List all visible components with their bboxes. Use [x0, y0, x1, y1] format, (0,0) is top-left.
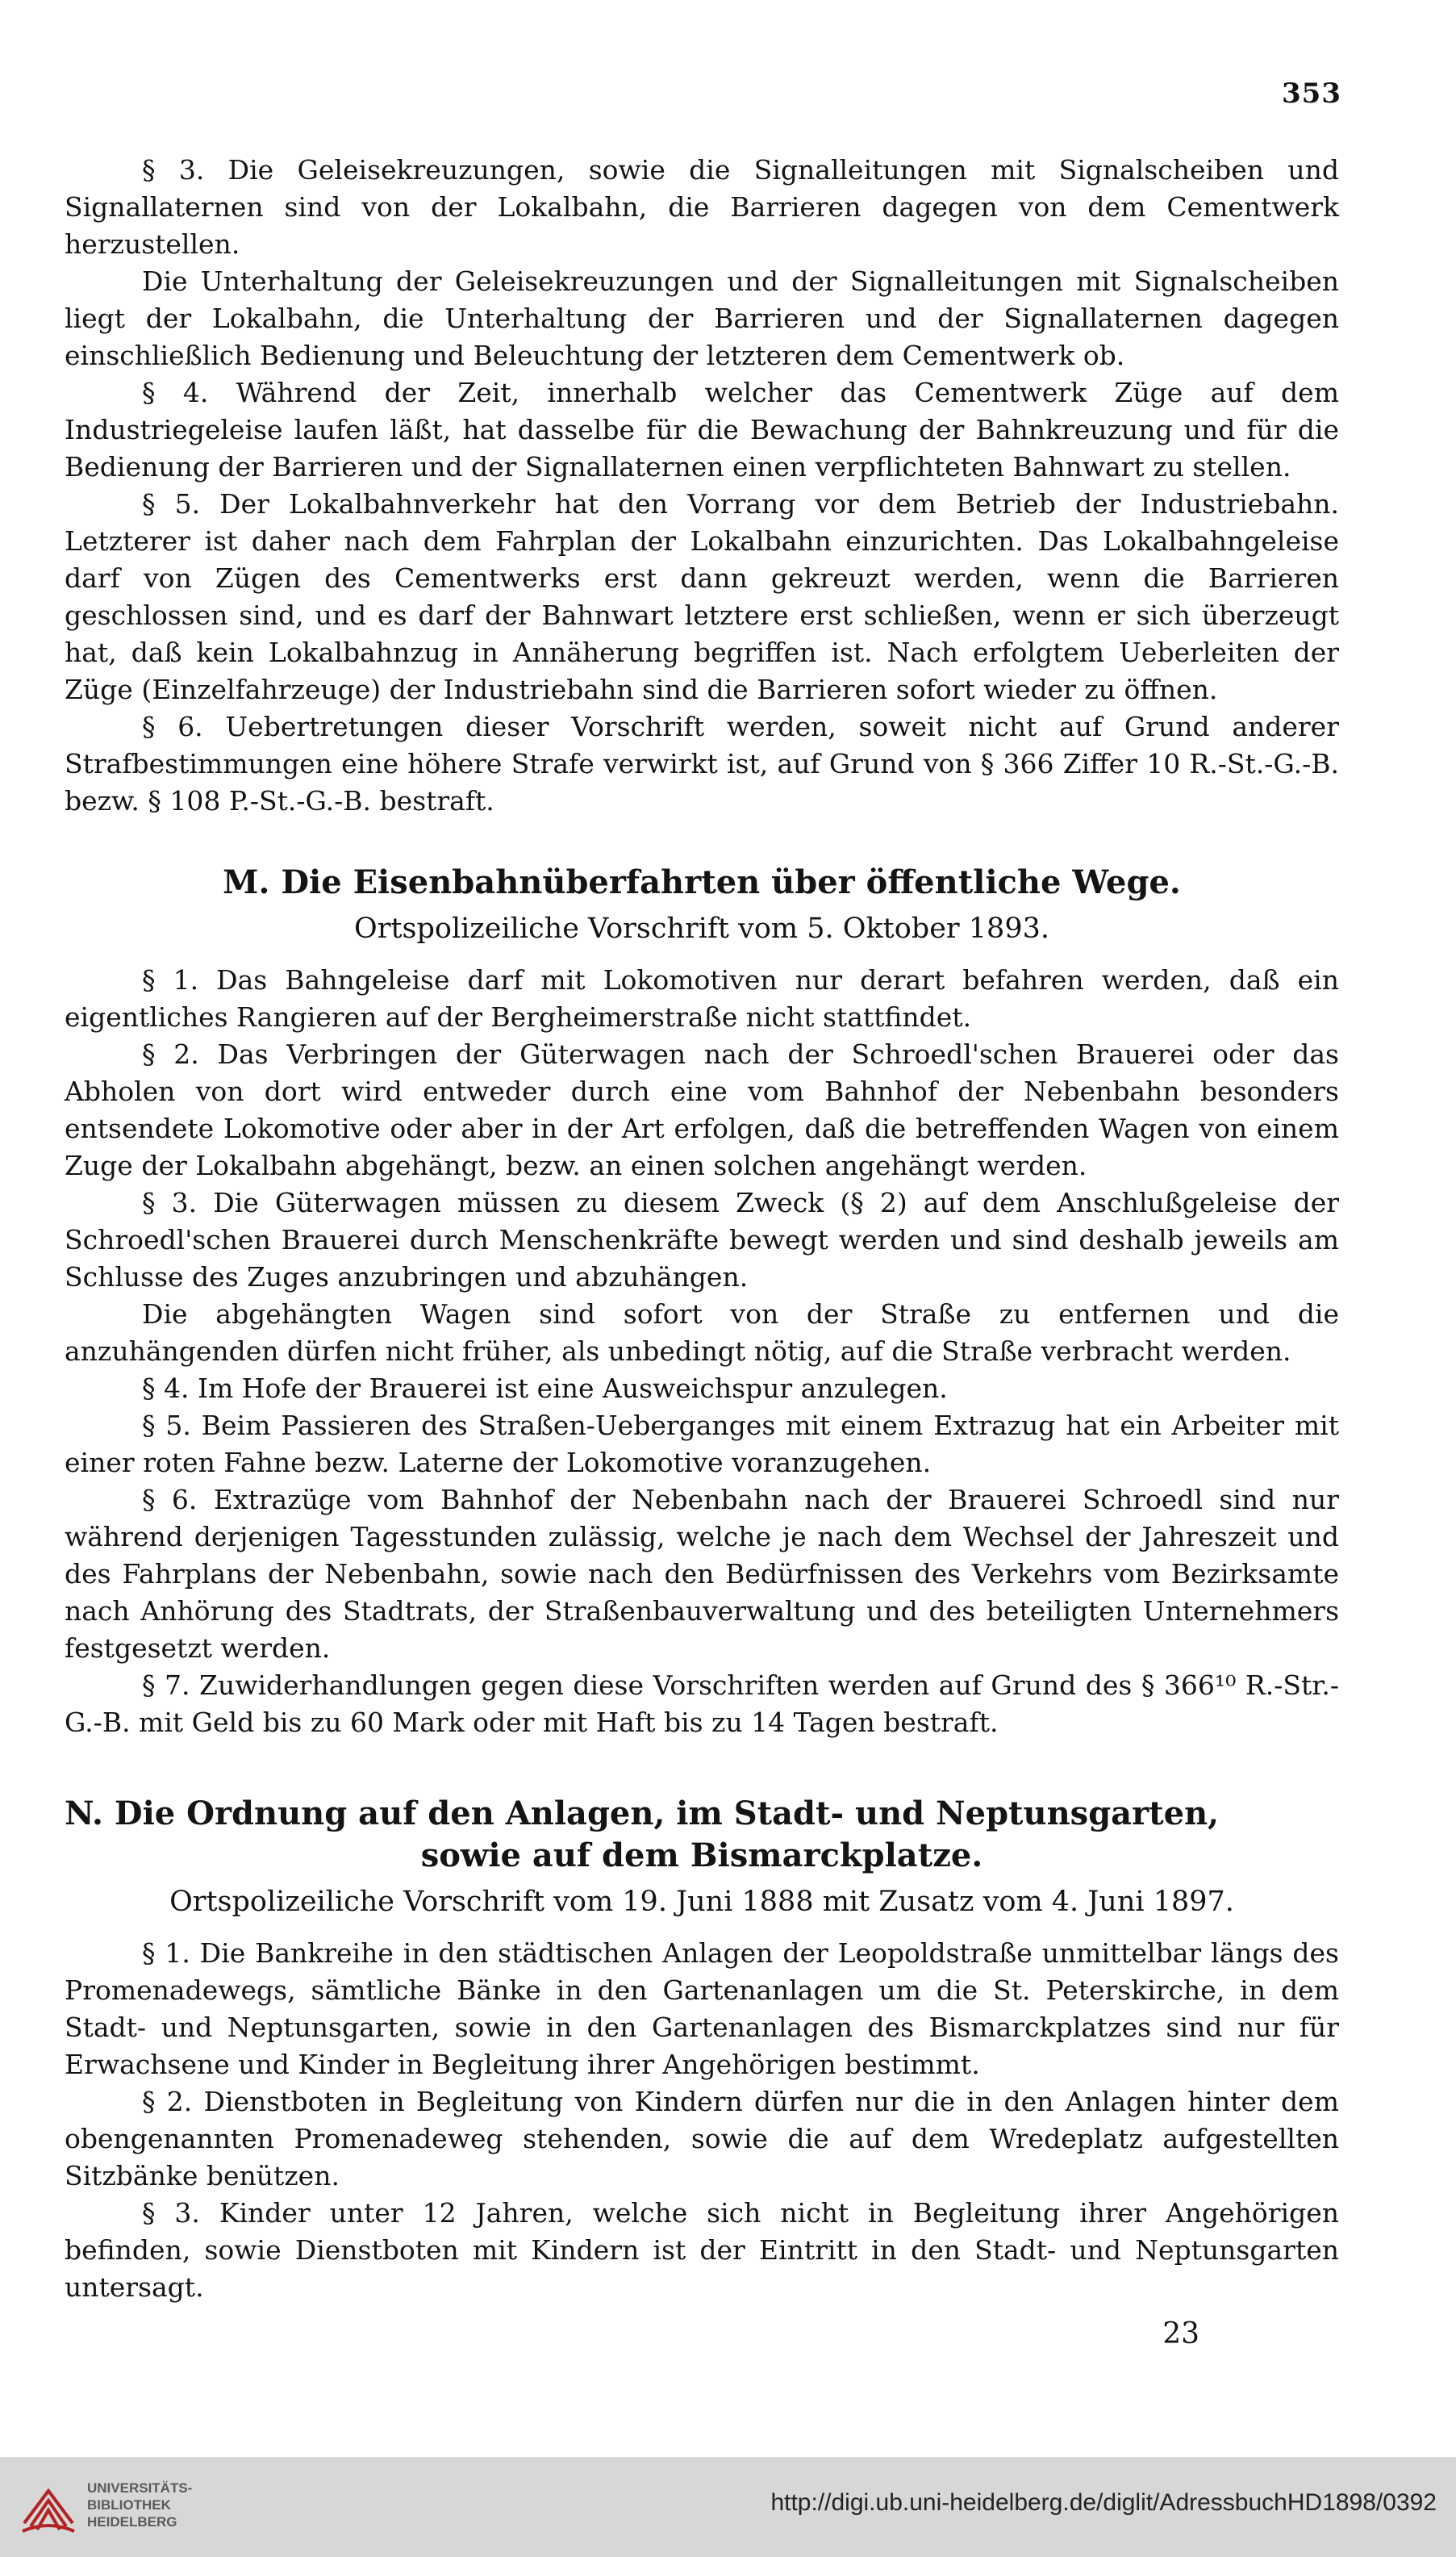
source-url-link[interactable]: http://digi.ub.uni-heidelberg.de/diglit/AdressbuchHD1898/0392	[770, 2489, 1437, 2516]
page-content	[65, 152, 1339, 2306]
library-name-line: UNIVERSITÄTS-	[87, 2480, 193, 2496]
paragraph: § 3. Die Güterwagen müssen zu diesem Zweck (§ 2) auf dem Anschlußgeleise der Schroedl'schen Brauerei durch Menschenkräfte bewegt werden und sind deshalb jeweils am Schlusse des Zuges anzubringen und abzuhängen.	[65, 1187, 1339, 1293]
paragraph: § 1. Das Bahngeleise darf mit Lokomotiven nur derart befahren werden, daß ein eigentliches Rangieren auf der Bergheimerstraße nicht stattfindet.	[65, 964, 1339, 1033]
library-name	[87, 2480, 192, 2530]
section-M-heading	[65, 862, 1339, 904]
paragraph: § 3. Die Geleisekreuzungen, sowie die Signalleitungen mit Signalscheiben und Signallaternen sind von der Lokalbahn, die Barrieren dagegen von dem Cementwerk herzustellen.	[65, 154, 1339, 260]
paragraph: § 6. Uebertretungen dieser Vorschrift werden, soweit nicht auf Grund anderer Strafbestimmungen eine höhere Strafe verwirkt ist, auf Grund von § 366 Ziffer 10 R.-St.-G.-B. bezw. § 108 P.-St.-G.-B. bestraft.	[65, 711, 1339, 817]
section-N-letter: N.	[65, 1794, 103, 1832]
section-M-text	[65, 962, 1339, 1741]
section-N-title-text: Die Ordnung auf den Anlagen, im Stadt- und Neptunsgarten,	[114, 1794, 1220, 1832]
paragraph: § 3. Kinder unter 12 Jahren, welche sich nicht in Begleitung ihrer Angehörigen befinden, sowie Dienstboten mit Kindern ist der Eintritt in den Stadt- und Neptunsgarten untersagt.	[65, 2197, 1339, 2303]
section-L-text	[65, 152, 1339, 820]
section-N-heading	[65, 1793, 1339, 1877]
footer-bar	[0, 2457, 1456, 2557]
paragraph: § 6. Extrazüge vom Bahnhof der Nebenbahn nach der Brauerei Schroedl sind nur während derjenigen Tagesstunden zulässig, welche je nach dem Wechsel der Jahreszeit und des Fahrplans der Nebenbahn, sowie nach den Bedürfnissen des Verkehrs vom Bezirksamte nach Anhörung des Stadtrats, der Straßenbauverwaltung und des beteiligten Unternehmers festgesetzt werden.	[65, 1484, 1339, 1664]
section-N-text	[65, 1935, 1339, 2306]
paragraph: § 4. Während der Zeit, innerhalb welcher das Cementwerk Züge auf dem Industriegeleise laufen läßt, hat dasselbe für die Bewachung der Bahnkreuzung und für die Bedienung der Barrieren und der Signallaternen einen verpflichteten Bahnwart zu stellen.	[65, 377, 1339, 483]
page-number: 353	[1282, 77, 1341, 110]
footer-page-number: 23	[1162, 2317, 1199, 2350]
section-N-title-line1	[65, 1793, 1339, 1835]
paragraph: Die abgehängten Wagen sind sofort von der Straße zu entfernen und die anzuhängenden dürfen nicht früher, als unbedingt nötig, auf die Straße verbracht werden.	[65, 1298, 1339, 1367]
paragraph: Die Unterhaltung der Geleisekreuzungen und der Signalleitungen mit Signalscheiben liegt der Lokalbahn, die Unterhaltung der Barrieren und der Signallaternen dagegen einschließlich Bedienung und Beleuchtung der letzteren dem Cementwerk ob.	[65, 265, 1339, 371]
section-M-subtitle: Ortspolizeiliche Vorschrift vom 5. Oktober 1893.	[354, 913, 1049, 945]
paragraph: § 2. Das Verbringen der Güterwagen nach der Schroedl'schen Brauerei oder das Abholen von dort wird entweder durch eine vom Bahnhof der Nebenbahn besonders entsendete Lokomotive oder aber in der Art erfolgen, daß die betreffenden Wagen von einem Zuge der Lokalbahn abgehängt, bezw. an einen solchen angehängt werden.	[65, 1038, 1339, 1181]
paragraph: § 2. Dienstboten in Begleitung von Kindern dürfen nur die in den Anlagen hinter dem obengenannten Promenadeweg stehenden, sowie die auf dem Wredeplatz aufgestellten Sitzbänke benützen.	[65, 2086, 1339, 2191]
library-logo-icon	[16, 2475, 81, 2539]
section-N-title-line2: sowie auf dem Bismarckplatze.	[420, 1836, 983, 1874]
section-M-letter: M.	[223, 863, 270, 901]
paragraph: § 5. Der Lokalbahnverkehr hat den Vorrang vor dem Betrieb der Industriebahn. Letzterer ist daher nach dem Fahrplan der Lokalbahn einzurichten. Das Lokalbahngeleise darf von Zügen des Cementwerks erst dann gekreuzt werden, wenn die Barrieren geschlossen sind, und es darf der Bahnwart letztere erst schließen, wenn er sich überzeugt hat, daß kein Lokalbahnzug in Annäherung begriffen ist. Nach erfolgtem Ueberleiten der Züge (Einzelfahrzeuge) der Industriebahn sind die Barrieren sofort wieder zu öffnen.	[65, 488, 1339, 705]
library-name-line: HEIDELBERG	[87, 2514, 177, 2530]
paragraph: § 5. Beim Passieren des Straßen-Ueberganges mit einem Extrazug hat ein Arbeiter mit einer roten Fahne bezw. Laterne der Lokomotive voranzugehen.	[65, 1410, 1339, 1478]
section-N-subtitle: Ortspolizeiliche Vorschrift vom 19. Juni 1888 mit Zusatz vom 4. Juni 1897.	[169, 1886, 1234, 1918]
paragraph: § 7. Zuwiderhandlungen gegen diese Vorschriften werden auf Grund des § 366¹⁰ R.-Str.-G.-B. mit Geld bis zu 60 Mark oder mit Haft bis zu 14 Tagen bestraft.	[65, 1669, 1339, 1738]
paragraph: § 4. Im Hofe der Brauerei ist eine Ausweichspur anzulegen.	[142, 1373, 948, 1404]
paragraph: § 1. Die Bankreihe in den städtischen Anlagen der Leopoldstraße unmittelbar längs des Promenadewegs, sämtliche Bänke in den Gartenanlagen um die St. Peterskirche, in dem Stadt- und Neptunsgarten, sowie in den Gartenanlagen des Bismarckplatzes sind nur für Erwachsene und Kinder in Begleitung ihrer Angehörigen bestimmt.	[65, 1937, 1339, 2080]
section-M-title: Die Eisenbahnüberfahrten über öffentliche Wege.	[281, 863, 1181, 901]
library-name-line: BIBLIOTHEK	[87, 2497, 171, 2513]
